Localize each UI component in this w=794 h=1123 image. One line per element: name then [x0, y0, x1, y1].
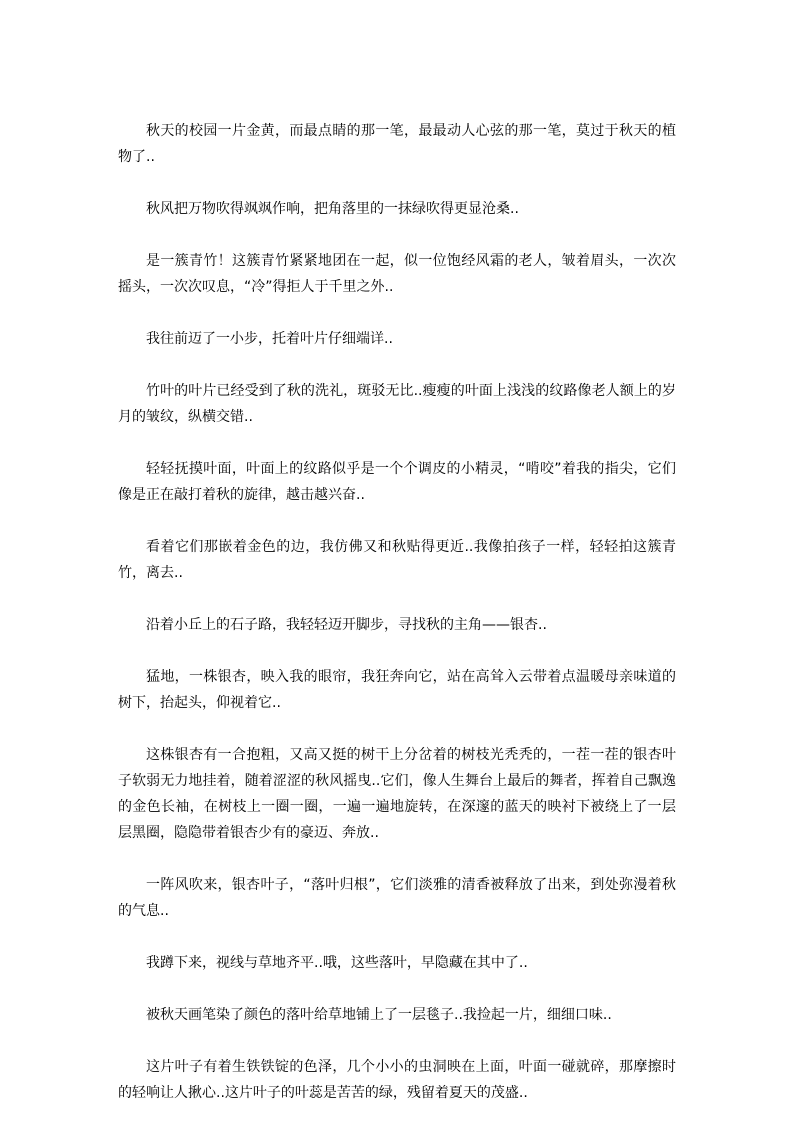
paragraph-1: 秋天的校园一片金黄，而最点睛的那一笔，最最动人心弦的那一笔，莫过于秋天的植物了.. [118, 123, 676, 165]
paragraph-13: 被秋天画笔染了颜色的落叶给草地铺上了一层毯子..我捡起一片，细细口味.. [146, 1007, 612, 1023]
paragraph-7: 看着它们那嵌着金色的边，我仿佛又和秋贴得更近..我像拍孩子一样，轻轻拍这簇青竹，离去.. [118, 539, 676, 581]
paragraph-6: 轻轻抚摸叶面，叶面上的纹路似乎是一个个调皮的小精灵，“啃咬”着我的指尖，它们像是正在敲打着秋的旋律，越击越兴奋.. [118, 461, 676, 503]
paragraph-9: 猛地，一株银杏，映入我的眼帘，我狂奔向它，站在高耸入云带着点温暖母亲味道的树下，抬起头，仰视着它.. [118, 669, 676, 711]
paragraph-3: 是一簇青竹！这簇青竹紧紧地团在一起，似一位饱经风霜的老人，皱着眉头，一次次摇头，一次次叹息，“冷”得拒人于千里之外.. [118, 253, 676, 295]
paragraph-8: 沿着小丘上的石子路，我轻轻迈开脚步，寻找秋的主角——银杏.. [146, 617, 547, 633]
paragraph-12: 我蹲下来，视线与草地齐平..哦，这些落叶，早隐藏在其中了.. [146, 955, 528, 971]
paragraph-2: 秋风把万物吹得飒飒作响，把角落里的一抹绿吹得更显沧桑.. [146, 201, 519, 217]
paragraph-5: 竹叶的叶片已经受到了秋的洗礼，斑驳无比..瘦瘦的叶面上浅浅的纹路像老人额上的岁月的皱纹，纵横交错.. [118, 383, 676, 425]
paragraph-11: 一阵风吹来，银杏叶子，“落叶归根”，它们淡雅的清香被释放了出来，到处弥漫着秋的气息.. [118, 877, 676, 919]
paragraph-4: 我往前迈了一小步，托着叶片仔细端详.. [146, 331, 393, 347]
paragraph-14: 这片叶子有着生铁铁锭的色泽，几个小小的虫洞映在上面，叶面一碰就碎，那摩擦时的轻响让人揪心..这片叶子的叶蕊是苦苦的绿，残留着夏天的茂盛.. [118, 1059, 676, 1101]
paragraph-10: 这株银杏有一合抱粗，又高又挺的树干上分岔着的树枝光秃秃的，一茬一茬的银杏叶子软弱无力地挂着，随着涩涩的秋风摇曳..它们，像人生舞台上最后的舞者，挥着自己飘逸的金色长袖，在树枝上一圈一圈，一遍一遍地旋转，在深邃的蓝天的映衬下被绕上了一层层黑圈，隐隐带着银杏少有的豪迈、奔放.. [118, 747, 676, 841]
